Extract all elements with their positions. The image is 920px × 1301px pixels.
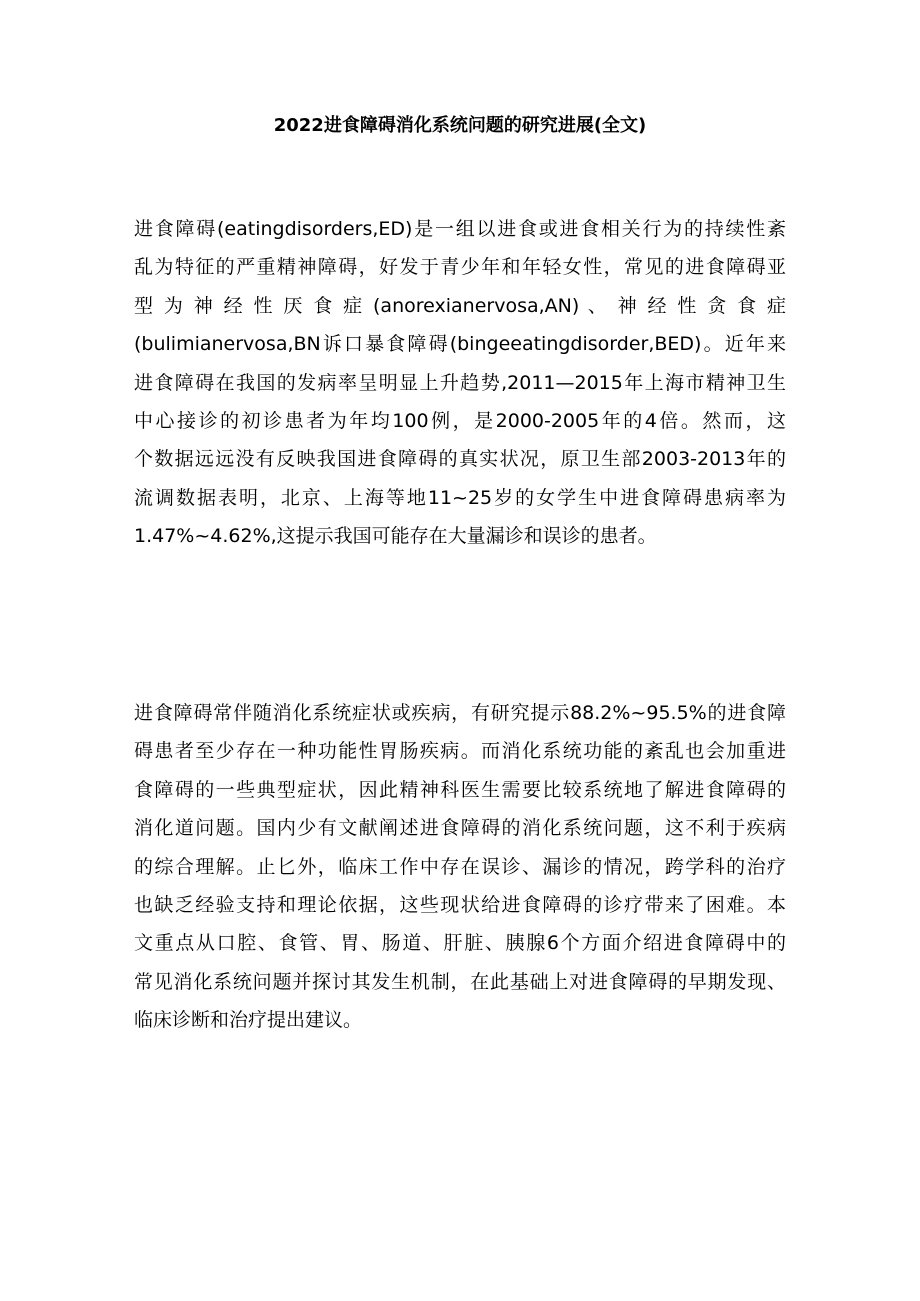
text-line: 型 为 神 经 性 厌 食 症 (anorexianervosa,AN) 、 神 经 性 贪 食 症 (134, 294, 786, 317)
text-line: 进食障碍常伴随消化系统症状或疾病，有研究提示88.2%~95.5%的进食障 (134, 702, 786, 724)
text-line: 进食障碍在我国的发病率呈明显上升趋势,2011—2015年上海市精神卫生 (134, 371, 786, 394)
text-line: 中心接诊的初诊患者为年均100例，是2000-2005年的4倍。然而，这 (134, 410, 786, 433)
text-line: 常见消化系统问题并探讨其发生机制，在此基础上对进食障碍的早期发现、 (134, 970, 786, 993)
text-line: 消化道问题。国内少有文献阐述进食障碍的消化系统问题，这不利于疾病 (134, 817, 786, 840)
text-line: (bulimianervosa,BN诉口暴食障碍(bingeeatingdisorder,BED)。近年来 (134, 333, 786, 356)
text-line: 食障碍的一些典型症状，因此精神科医生需要比较系统地了解进食障碍的 (134, 778, 786, 801)
text-line: 乱为特征的严重精神障碍，好发于青少年和年轻女性，常见的进食障碍亚 (134, 256, 786, 279)
text-line: 1.47%~4.62%,这提示我国可能存在大量漏诊和误诊的患者。 (134, 525, 657, 548)
text-line: 碍患者至少存在一种功能性胃肠疾病。而消化系统功能的紊乱也会加重进 (134, 740, 786, 763)
text-line: 个数据远远没有反映我国进食障碍的真实状况，原卫生部2003-2013年的 (134, 448, 786, 471)
text-line: 进食障碍(eatingdisorders,ED)是一组以进食或进食相关行为的持续性紊 (134, 218, 786, 240)
text-line: 流调数据表明，北京、上海等地11~25岁的女学生中进食障碍患病率为 (134, 486, 786, 509)
text-line: 也缺乏经验支持和理论依据，这些现状给进食障碍的诊疗带来了困难。本 (134, 894, 786, 917)
paragraph-1 (134, 210, 786, 556)
text-line: 文重点从口腔、食管、胃、肠道、肝脏、胰腺6个方面介绍进食障碍中的 (134, 932, 786, 955)
text-line: 的综合理解。止匕外，临床工作中存在误诊、漏诊的情况，跨学科的治疗 (134, 855, 786, 878)
text-line: 临床诊断和治疗提出建议。 (134, 1009, 363, 1032)
paragraph-2 (134, 694, 786, 1040)
document-title: 2022进食障碍消化系统问题的研究进展(全文) (273, 115, 647, 136)
